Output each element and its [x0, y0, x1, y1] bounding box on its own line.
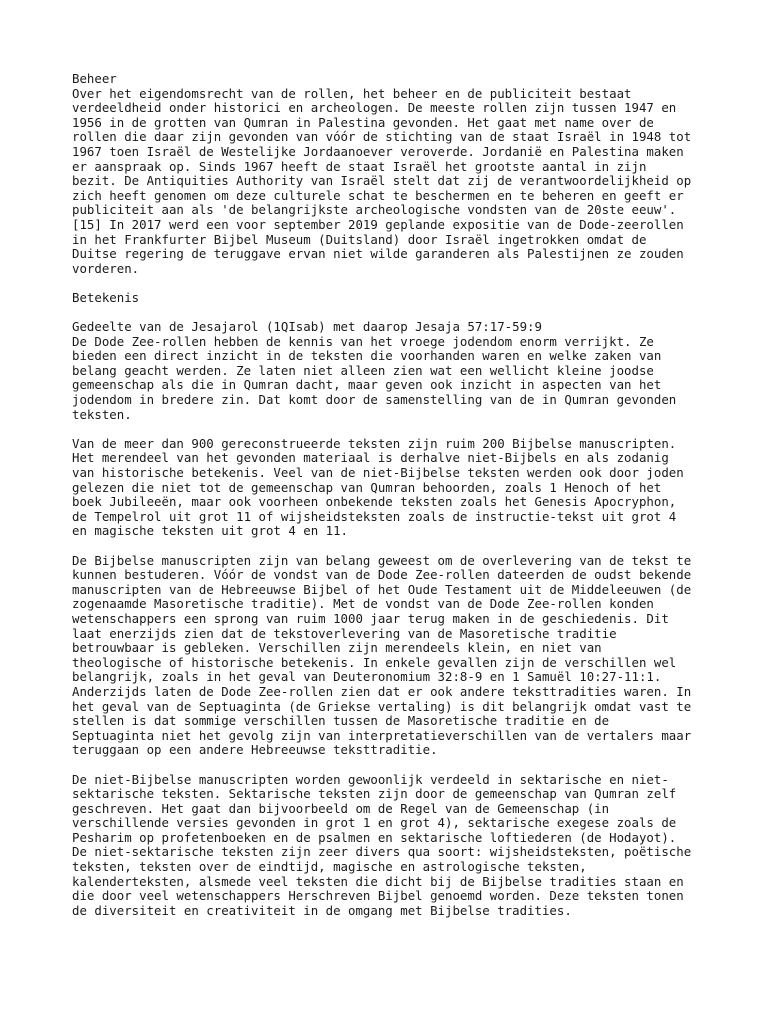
- text-line: verdeeldheid onder historici en archeologen. De meeste rollen zijn tussen 1947 en: [72, 100, 677, 116]
- text-line: boek Jubileeën, maar ook voorheen onbekende teksten zoals het Genesis Apocryphon,: [72, 494, 677, 510]
- text-line: de diversiteit en creativiteit in de omgang met Bijbelse tradities.: [72, 902, 572, 918]
- text-line: rollen die daar zijn gevonden van vóór de stichting van de staat Israël in 1948 tot: [72, 129, 692, 145]
- text-line: manuscripten van de Hebreeuwse Bijbel of het Oude Testament uit de Middeleeuwen (de: [72, 581, 692, 597]
- text-line: Pesharim op profetenboeken en de psalmen en sektarische loftiederen (de Hodayot).: [72, 829, 677, 845]
- paragraph-gap: [72, 539, 712, 554]
- text-line: Duitse regering de teruggave ervan niet wilde garanderen als Palestijnen ze zouden: [72, 246, 684, 262]
- paragraph-gap: [72, 422, 712, 437]
- text-line: belangrijk, zoals in het geval van Deuteronomium 32:8-9 en 1 Samuël 10:27-11:1.: [72, 669, 662, 685]
- text-line: het geval van de Septuaginta (de Griekse vertaling) is dit belangrijk omdat vast te: [72, 698, 692, 714]
- text-line: Van de meer dan 900 gereconstrueerde teksten zijn ruim 200 Bijbelse manuscripten.: [72, 435, 677, 451]
- text-line: kunnen bestuderen. Vóór de vondst van de Dode Zee-rollen dateerden de oudst bekende: [72, 567, 692, 583]
- text-line: jodendom in bredere zin. Dat komt door de samenstelling van de in Qumran gevonden: [72, 392, 677, 408]
- text-line: Over het eigendomsrecht van de rollen, het beheer en de publiciteit bestaat: [72, 85, 632, 101]
- text-line: publiciteit aan als 'de belangrijkste archeologische vondsten van de 20ste eeuw'.: [72, 202, 677, 218]
- text-line: zogenaamde Masoretische traditie). Met de vondst van de Dode Zee-rollen konden: [72, 596, 654, 612]
- text-line: van historische betekenis. Veel van de niet-Bijbelse teksten werden ook door joden: [72, 465, 684, 481]
- text-line: stellen is dat sommige verschillen tussen de Masoretische traditie en de: [72, 713, 610, 729]
- text-line: teruggaan op een andere Hebreeuwse teksttraditie.: [72, 742, 438, 758]
- text-line: laat enerzijds zien dat de tekstoverlevering van de Masoretische traditie: [72, 625, 617, 641]
- paragraph-gap: [72, 276, 712, 291]
- text-line: teksten.: [72, 406, 132, 422]
- text-line: die door veel wetenschappers Herschreven Bijbel genoemd worden. Deze teksten tonen: [72, 888, 684, 904]
- text-line: belang geacht werden. Ze laten niet alleen zien wat een wellicht kleine joodse: [72, 362, 654, 378]
- text-line: De niet-Bijbelse manuscripten worden gewoonlijk verdeeld in sektarische en niet-: [72, 771, 669, 787]
- text-line: de Tempelrol uit grot 11 of wijsheidsteksten zoals de instructie-tekst uit grot 4: [72, 508, 677, 524]
- text-line: gemeenschap als die in Qumran dacht, maar geven ook inzicht in aspecten van het: [72, 377, 662, 393]
- text-line: geschreven. Het gaat dan bijvoorbeeld om de Regel van de Gemeenschap (in: [72, 800, 610, 816]
- text-line: bieden een direct inzicht in de teksten die voorhanden waren en welke zaken van: [72, 348, 662, 364]
- paragraph-gap: [72, 758, 712, 773]
- document-page: [72, 72, 712, 918]
- text-line: Beheer: [72, 71, 117, 86]
- text-line: teksten, teksten over de eindtijd, magische en astrologische teksten,: [72, 859, 587, 875]
- text-line: verschillende versies gevonden in grot 1 en grot 4), sektarische exegese zoals de: [72, 815, 677, 831]
- text-line: De Bijbelse manuscripten zijn van belang geweest om de overlevering van de tekst te: [72, 552, 692, 568]
- text-line: er aanspraak op. Sinds 1967 heeft de staat Israël het grootste aantal in zijn: [72, 158, 647, 174]
- text-line: vorderen.: [72, 260, 140, 276]
- text-line: Gedeelte van de Jesajarol (1QIsab) met daarop Jesaja 57:17-59:9: [72, 319, 542, 335]
- paragraph-gap: [72, 306, 712, 321]
- text-line: 1956 in de grotten van Qumran in Palestina gevonden. Het gaat met name over de: [72, 114, 654, 130]
- text-line: De niet-sektarische teksten zijn zeer divers qua soort: wijsheidsteksten, poëtische: [72, 844, 692, 860]
- text-line: betrouwbaar is gebleken. Verschillen zijn merendeels klein, en niet van: [72, 640, 602, 656]
- text-line: theologische of historische betekenis. In enkele gevallen zijn de verschillen wel: [72, 654, 677, 670]
- text-line: kalenderteksten, alsmede veel teksten die dicht bij de Bijbelse tradities staan en: [72, 873, 684, 889]
- text-line: bezit. De Antiquities Authority van Israël stelt dat zij de verantwoordelijkheid op: [72, 173, 692, 189]
- text-line: Betekenis: [72, 289, 140, 305]
- text-line: Septuaginta niet het gevolg zijn van interpretatieverschillen van de vertalers maar: [72, 727, 692, 743]
- text-line: [15] In 2017 werd een voor september 2019 geplande expositie van de Dode-zeerollen: [72, 216, 684, 232]
- text-line: en magische teksten uit grot 4 en 11.: [72, 523, 349, 539]
- text-line: 1967 toen Israël de Westelijke Jordaanoever veroverde. Jordanië en Palestina maken: [72, 143, 684, 159]
- text-line: gelezen die niet tot de gemeenschap van Qumran behoorden, zoals 1 Henoch of het: [72, 479, 662, 495]
- text-line: wetenschappers een sprong van ruim 1000 jaar terug maken in de geschiedenis. Dit: [72, 610, 669, 626]
- text-line: sektarische teksten. Sektarische teksten zijn door de gemeenschap van Qumran zelf: [72, 786, 677, 802]
- text-line: Anderzijds laten de Dode Zee-rollen zien dat er ook andere teksttradities waren. In: [72, 683, 692, 699]
- text-line: zich heeft genomen om deze culturele schat te beschermen en te beheren en geeft er: [72, 187, 684, 203]
- text-line: in het Frankfurter Bijbel Museum (Duitsland) door Israël ingetrokken omdat de: [72, 231, 647, 247]
- text-line: Het merendeel van het gevonden materiaal is derhalve niet-Bijbels en als zodanig: [72, 450, 669, 466]
- text-line: De Dode Zee-rollen hebben de kennis van het vroege jodendom enorm verrijkt. Ze: [72, 333, 654, 349]
